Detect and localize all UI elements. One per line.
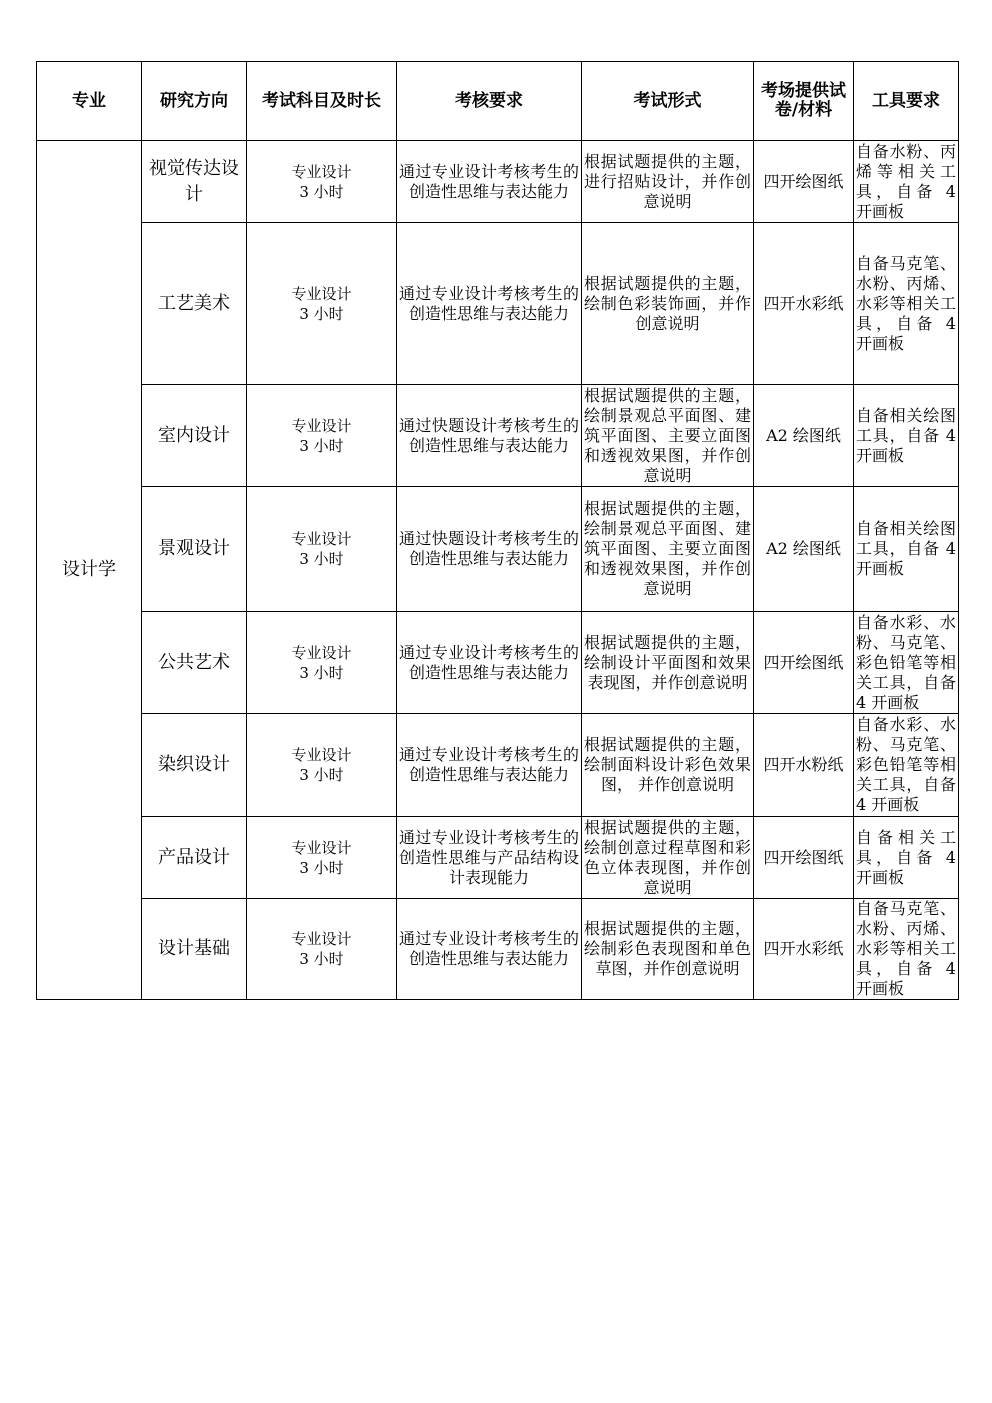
requirement-cell: 通过专业设计考核考生的创造性思维与表达能力 bbox=[397, 141, 582, 223]
subject-cell bbox=[247, 487, 397, 612]
table-row bbox=[37, 487, 959, 612]
direction-cell: 染织设计 bbox=[142, 714, 247, 817]
direction-cell: 室内设计 bbox=[142, 385, 247, 487]
subject-name: 专业设计 bbox=[291, 162, 352, 181]
material-cell: 四开水粉纸 bbox=[754, 714, 854, 817]
form-cell: 根据试题提供的主题，进行招贴设计，并作创意说明 bbox=[582, 141, 754, 223]
form-cell: 根据试题提供的主题，绘制景观总平面图、建筑平面图、主要立面图和透视效果图，并作创意说明 bbox=[582, 385, 754, 487]
subject-duration: 3 小时 bbox=[299, 950, 344, 968]
subject-cell bbox=[247, 714, 397, 817]
subject-duration: 3 小时 bbox=[299, 858, 344, 877]
subject-cell bbox=[247, 141, 397, 223]
header-tools: 工具要求 bbox=[854, 62, 959, 141]
subject-name: 专业设计 bbox=[291, 530, 352, 548]
form-cell: 根据试题提供的主题，绘制设计平面图和效果表现图，并作创意说明 bbox=[582, 612, 754, 714]
header-row bbox=[37, 62, 959, 141]
form-cell: 根据试题提供的主题，绘制色彩装饰画，并作创意说明 bbox=[582, 223, 754, 385]
subject-duration: 3 小时 bbox=[299, 436, 344, 455]
direction-cell: 视觉传达设计 bbox=[142, 141, 247, 223]
direction-cell: 公共艺术 bbox=[142, 612, 247, 714]
requirement-cell: 通过快题设计考核考生的创造性思维与表达能力 bbox=[397, 385, 582, 487]
form-cell: 根据试题提供的主题，绘制景观总平面图、建筑平面图、主要立面图和透视效果图，并作创意说明 bbox=[582, 487, 754, 612]
direction-cell: 设计基础 bbox=[142, 899, 247, 1000]
subject-duration: 3 小时 bbox=[299, 182, 344, 201]
table-row bbox=[37, 817, 959, 899]
requirement-cell: 通过专业设计考核考生的创造性思维与产品结构设计表现能力 bbox=[397, 817, 582, 899]
tools-cell: 自备马克笔、水粉、丙烯、水彩等相关工具，自备 4 开画板 bbox=[854, 899, 959, 1000]
table-row bbox=[37, 899, 959, 1000]
tools-cell: 自备水粉、丙烯等相关工具，自备 4 开画板 bbox=[854, 141, 959, 223]
subject-name: 专业设计 bbox=[291, 746, 352, 764]
subject-duration: 3 小时 bbox=[299, 550, 344, 568]
header-requirement: 考核要求 bbox=[397, 62, 582, 141]
subject-duration: 3 小时 bbox=[299, 304, 344, 323]
material-cell: 四开绘图纸 bbox=[754, 141, 854, 223]
direction-cell: 工艺美术 bbox=[142, 223, 247, 385]
table-row bbox=[37, 714, 959, 817]
subject-name: 专业设计 bbox=[291, 643, 352, 662]
subject-name: 专业设计 bbox=[291, 838, 352, 857]
table-row bbox=[37, 612, 959, 714]
material-cell: 四开水彩纸 bbox=[754, 899, 854, 1000]
header-material: 考场提供试卷/材料 bbox=[754, 62, 854, 141]
tools-cell: 自备相关绘图工具，自备 4 开画板 bbox=[854, 487, 959, 612]
header-major: 专业 bbox=[37, 62, 142, 141]
direction-cell: 产品设计 bbox=[142, 817, 247, 899]
subject-cell bbox=[247, 899, 397, 1000]
form-cell: 根据试题提供的主题，绘制创意过程草图和彩色立体表现图，并作创意说明 bbox=[582, 817, 754, 899]
requirement-cell: 通过快题设计考核考生的创造性思维与表达能力 bbox=[397, 487, 582, 612]
table-row bbox=[37, 223, 959, 385]
subject-name: 专业设计 bbox=[291, 284, 352, 303]
tools-cell: 自备水彩、水粉、马克笔、彩色铅笔等相关工具，自备 4 开画板 bbox=[854, 612, 959, 714]
exam-requirements-table bbox=[36, 61, 959, 1000]
header-subject: 考试科目及时长 bbox=[247, 62, 397, 141]
material-cell: A2 绘图纸 bbox=[754, 487, 854, 612]
subject-duration: 3 小时 bbox=[299, 663, 344, 682]
subject-name: 专业设计 bbox=[291, 930, 352, 948]
direction-cell: 景观设计 bbox=[142, 487, 247, 612]
material-cell: 四开绘图纸 bbox=[754, 817, 854, 899]
tools-cell: 自备马克笔、水粉、丙烯、水彩等相关工具，自备 4 开画板 bbox=[854, 223, 959, 385]
material-cell: 四开水彩纸 bbox=[754, 223, 854, 385]
header-form: 考试形式 bbox=[582, 62, 754, 141]
form-cell: 根据试题提供的主题，绘制彩色表现图和单色草图，并作创意说明 bbox=[582, 899, 754, 1000]
major-cell: 设计学 bbox=[37, 141, 142, 1000]
table-row bbox=[37, 141, 959, 223]
requirement-cell: 通过专业设计考核考生的创造性思维与表达能力 bbox=[397, 714, 582, 817]
subject-cell bbox=[247, 612, 397, 714]
subject-name: 专业设计 bbox=[291, 416, 352, 435]
subject-cell bbox=[247, 817, 397, 899]
material-cell: 四开绘图纸 bbox=[754, 612, 854, 714]
requirement-cell: 通过专业设计考核考生的创造性思维与表达能力 bbox=[397, 899, 582, 1000]
subject-cell bbox=[247, 385, 397, 487]
requirement-cell: 通过专业设计考核考生的创造性思维与表达能力 bbox=[397, 612, 582, 714]
material-cell: A2 绘图纸 bbox=[754, 385, 854, 487]
subject-cell bbox=[247, 223, 397, 385]
table-body bbox=[37, 141, 959, 1000]
subject-duration: 3 小时 bbox=[299, 766, 344, 784]
table-row bbox=[37, 385, 959, 487]
tools-cell: 自备相关工具，自备 4 开画板 bbox=[854, 817, 959, 899]
tools-cell: 自备相关绘图工具，自备 4 开画板 bbox=[854, 385, 959, 487]
header-direction: 研究方向 bbox=[142, 62, 247, 141]
form-cell: 根据试题提供的主题，绘制面料设计彩色效果图， 并作创意说明 bbox=[582, 714, 754, 817]
tools-cell: 自备水彩、水粉、马克笔、彩色铅笔等相关工具，自备 4 开画板 bbox=[854, 714, 959, 817]
requirement-cell: 通过专业设计考核考生的创造性思维与表达能力 bbox=[397, 223, 582, 385]
